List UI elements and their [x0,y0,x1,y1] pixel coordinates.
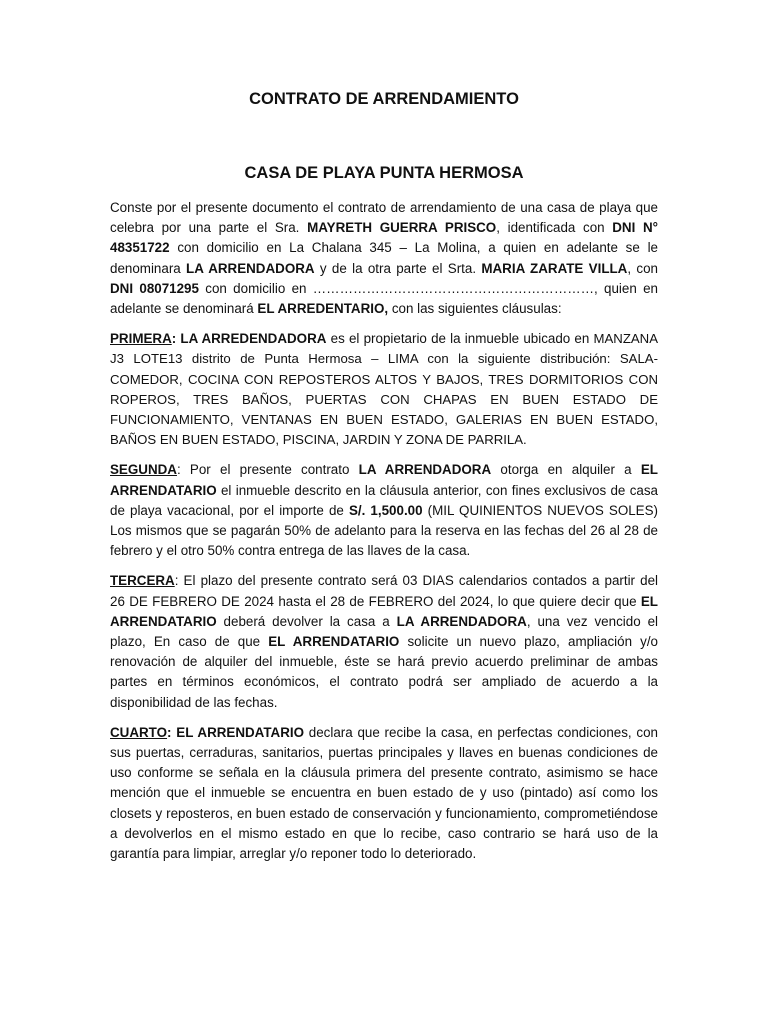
lessor-name: MAYRETH GUERRA PRISCO [307,220,497,236]
bold-term: EL ARRENDATARIO [110,462,658,498]
lessor-dni: DNI N° 48351722 [110,220,659,256]
bold-term: EL ARRENDATARIO [268,634,400,650]
clause-label: TERCERA [110,573,175,589]
clause-text: es el propietario de la inmueble ubicado en [326,331,594,347]
lessor-role: LA ARRENDADORA [186,260,315,276]
intro-text: con domicilio en La Chalana 345 – La Molina, a quien en adelante se le denominara [110,240,658,276]
property-address: MANZANA J3 LOTE13 distrito de Punta Hermosa – LIMA [110,331,658,367]
intro-text: con las siguientes cláusulas: [388,301,562,317]
clause-text: : Por el presente contrato [176,462,359,478]
rent-amount: S/. 1,500.00 [348,502,423,518]
lessee-dni: DNI 08071295 [110,280,199,296]
clause-label: PRIMERA [110,331,172,347]
clause-colon: : [167,724,177,740]
clause-cuarto [110,723,658,864]
clause-tercera [110,571,658,712]
clause-primera [110,329,658,450]
clause-text: el inmueble descrito en la cláusula anterior, con fines exclusivos de casa de playa vacacional, por el importe de [110,482,658,518]
intro-text: , identificada con [496,220,613,236]
bold-term: LA ARRENDADORA [396,613,527,629]
intro-paragraph [110,198,658,319]
clause-text: declara que recibe la casa, en perfectas condiciones, con sus puertas, cerraduras, sanitarios, puertas principales y llaves en buenas condiciones de uso conforme se señala en la cláusula primera del presente contrato, asimismo se hace mención que el inmueble se encuentra en buen estado de y uso (pintado) así como los closets y reposteros, en buen estado de conservación y funcionamiento, comprometiéndose a devolverlos en el mismo estado en que lo recibe, caso contrario se hará uso de la garantía para limpiar, arreglar y/o reponer todo lo deteriorado. [110,724,658,862]
bold-term: LA ARREDENDADORA [180,331,327,347]
intro-text: , con [627,260,658,276]
property-distribution: con la siguiente distribución: SALA-COMEDOR, COCINA CON REPOSTEROS ALTOS Y BAJOS, TRES DORMITORIOS CON ROPEROS, TRES BAÑOS, PUERTAS CON CHAPAS EN BUEN ESTADO DE FUNCIONAMIENTO, VENTANAS EN BUEN ESTADO, GALERIAS EN BUEN ESTADO, BAÑOS EN BUEN ESTADO, PISCINA, JARDIN Y ZONA DE PARRILA. [110,351,658,448]
lessee-role: EL ARREDENTARIO, [257,301,389,317]
clause-text: , una vez vencido el plazo, En caso de que [110,613,658,650]
bold-term: LA ARRENDADORA [358,462,492,478]
lessee-name: MARIA ZARATE VILLA [481,260,628,276]
clause-text: (MIL QUINIENTOS NUEVOS SOLES) Los mismos que se pagarán 50% de adelanto para la reserva en las fechas del 26 al 28 de febrero y el otro 50% contra entrega de las llaves de la casa. [110,502,659,559]
intro-text: con domicilio en ………………………………………………………, quien en adelante se denominará [110,280,658,317]
bold-term: EL ARRENDATARIO [176,724,305,740]
clause-label: SEGUNDA [110,462,177,478]
intro-text: y de la otra parte el Srta. [314,260,482,276]
clause-label: CUARTO [110,724,168,740]
clause-text: deberá devolver la casa a [216,613,397,629]
clause-segunda [110,460,658,561]
clause-text: solicite un nuevo plazo, ampliación y/o renovación de alquiler del inmueble, éste se hará previo acuerdo preliminar de ambas partes en términos económicos, el contrato podrá ser ampliado de acuerdo a la disponibilidad de las fechas. [110,634,658,710]
bold-term: EL ARRENDATARIO [110,593,658,629]
clause-text: : El plazo del presente contrato será 03 DIAS calendarios contados a partir del 26 DE FEBRERO DE 2024 hasta el 28 de FEBRERO del 2024, lo que quiere decir que [110,573,658,609]
document-body [110,198,658,874]
intro-text: Conste por el presente documento el contrato de arrendamiento de una casa de playa que celebra por una parte el Sra. [110,200,658,236]
clause-text: otorga en alquiler a [491,462,641,478]
document-title: CONTRATO DE ARRENDAMIENTO [249,90,519,108]
document-subtitle: CASA DE PLAYA PUNTA HERMOSA [244,164,524,182]
clause-colon: : [171,331,181,347]
